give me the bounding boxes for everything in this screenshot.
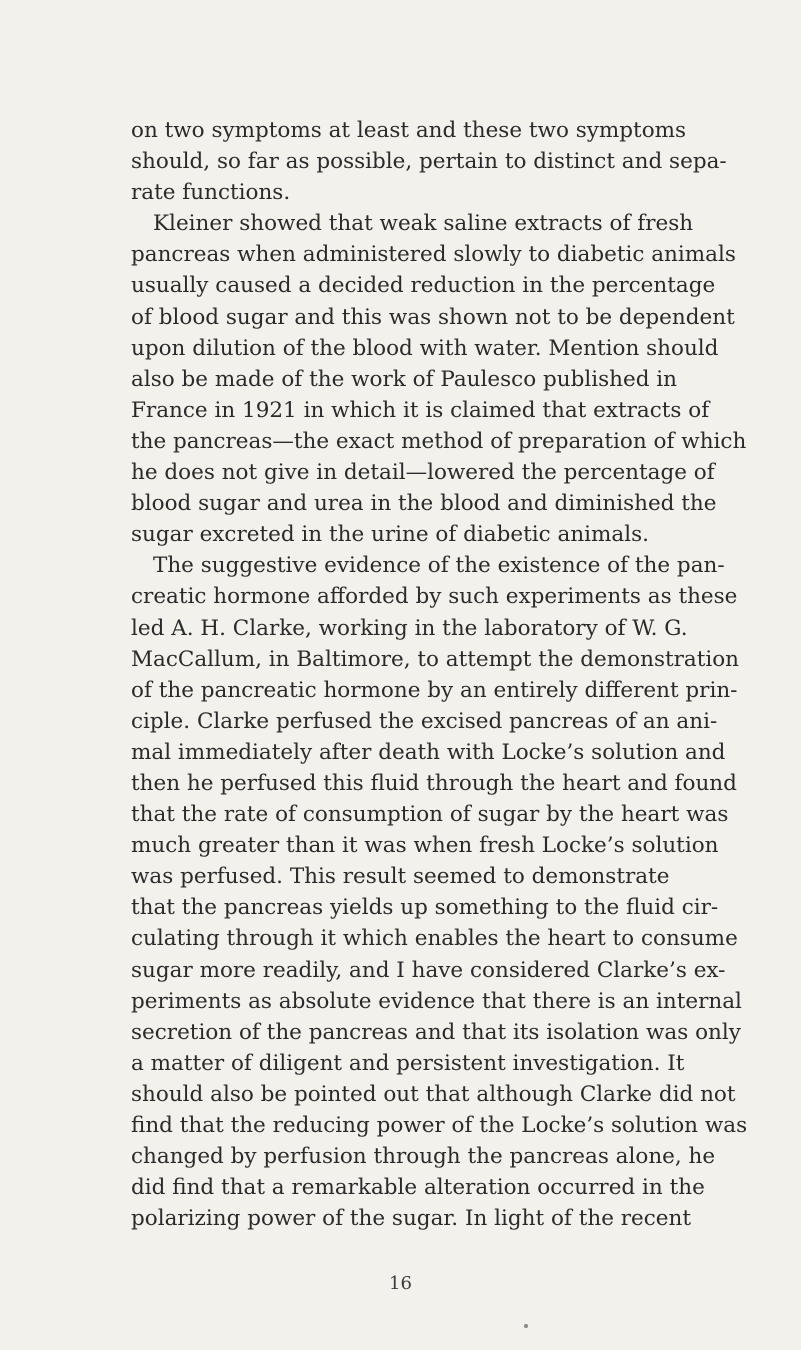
text-line: polarizing power of the sugar. In light of the recent bbox=[131, 1206, 692, 1232]
text-line: upon dilution of the blood with water. Mention should bbox=[131, 335, 719, 361]
text-line: Kleiner showed that weak saline extracts of fresh bbox=[153, 211, 694, 237]
text-line: that the rate of consumption of sugar by the heart was bbox=[131, 802, 729, 828]
text-line: a matter of diligent and persistent investigation. It bbox=[131, 1050, 685, 1076]
text-line: he does not give in detail—lowered the percentage of bbox=[131, 460, 715, 486]
text-line: did find that a remarkable alteration occurred in the bbox=[131, 1175, 705, 1201]
text-line: France in 1921 in which it is claimed that extracts of bbox=[131, 397, 710, 423]
text-line: ciple. Clarke perfused the excised pancreas of an ani- bbox=[131, 708, 718, 734]
text-line: was perfused. This result seemed to demonstrate bbox=[131, 864, 670, 890]
text-line: should also be pointed out that although Clarke did not bbox=[131, 1081, 736, 1107]
text-line: of blood sugar and this was shown not to be dependent bbox=[131, 304, 735, 330]
body-text bbox=[131, 115, 748, 1234]
text-line: sugar excreted in the urine of diabetic animals. bbox=[131, 522, 649, 548]
text-line: usually caused a decided reduction in the percentage bbox=[131, 273, 716, 299]
text-line: creatic hormone afforded by such experiments as these bbox=[131, 584, 738, 610]
text-line: blood sugar and urea in the blood and diminished the bbox=[131, 491, 717, 517]
text-line: find that the reducing power of the Locke’s solution was bbox=[131, 1113, 748, 1138]
text-line: also be made of the work of Paulesco published in bbox=[131, 366, 678, 392]
text-line: mal immediately after death with Locke’s solution and bbox=[131, 739, 726, 765]
text-line: sugar more readily, and I have considered Clarke’s ex- bbox=[131, 957, 726, 983]
text-line: The suggestive evidence of the existence of the pan- bbox=[153, 553, 725, 579]
text-line: periments as absolute evidence that there is an internal bbox=[131, 988, 742, 1014]
text-line: much greater than it was when fresh Locke’s solution bbox=[131, 833, 719, 859]
text-line: led A. H. Clarke, working in the laboratory of W. G. bbox=[131, 615, 688, 641]
page-number: 16 bbox=[389, 1273, 412, 1294]
text-line: culating through it which enables the heart to consume bbox=[131, 926, 738, 952]
text-line: should, so far as possible, pertain to distinct and sepa- bbox=[131, 149, 727, 175]
text-line: on two symptoms at least and these two symptoms bbox=[131, 118, 687, 143]
text-line: changed by perfusion through the pancreas alone, he bbox=[131, 1144, 716, 1170]
text-line: then he perfused this fluid through the heart and found bbox=[131, 770, 737, 796]
text-line: of the pancreatic hormone by an entirely different prin- bbox=[131, 677, 738, 703]
print-speck bbox=[524, 1324, 528, 1328]
text-line: pancreas when administered slowly to diabetic animals bbox=[131, 242, 736, 268]
text-line: that the pancreas yields up something to the fluid cir- bbox=[131, 895, 719, 921]
text-line: secretion of the pancreas and that its isolation was only bbox=[131, 1019, 741, 1045]
text-line: MacCallum, in Baltimore, to attempt the demonstration bbox=[131, 646, 740, 672]
text-line: rate functions. bbox=[131, 180, 291, 206]
text-line: the pancreas—the exact method of preparation of which bbox=[131, 428, 747, 454]
